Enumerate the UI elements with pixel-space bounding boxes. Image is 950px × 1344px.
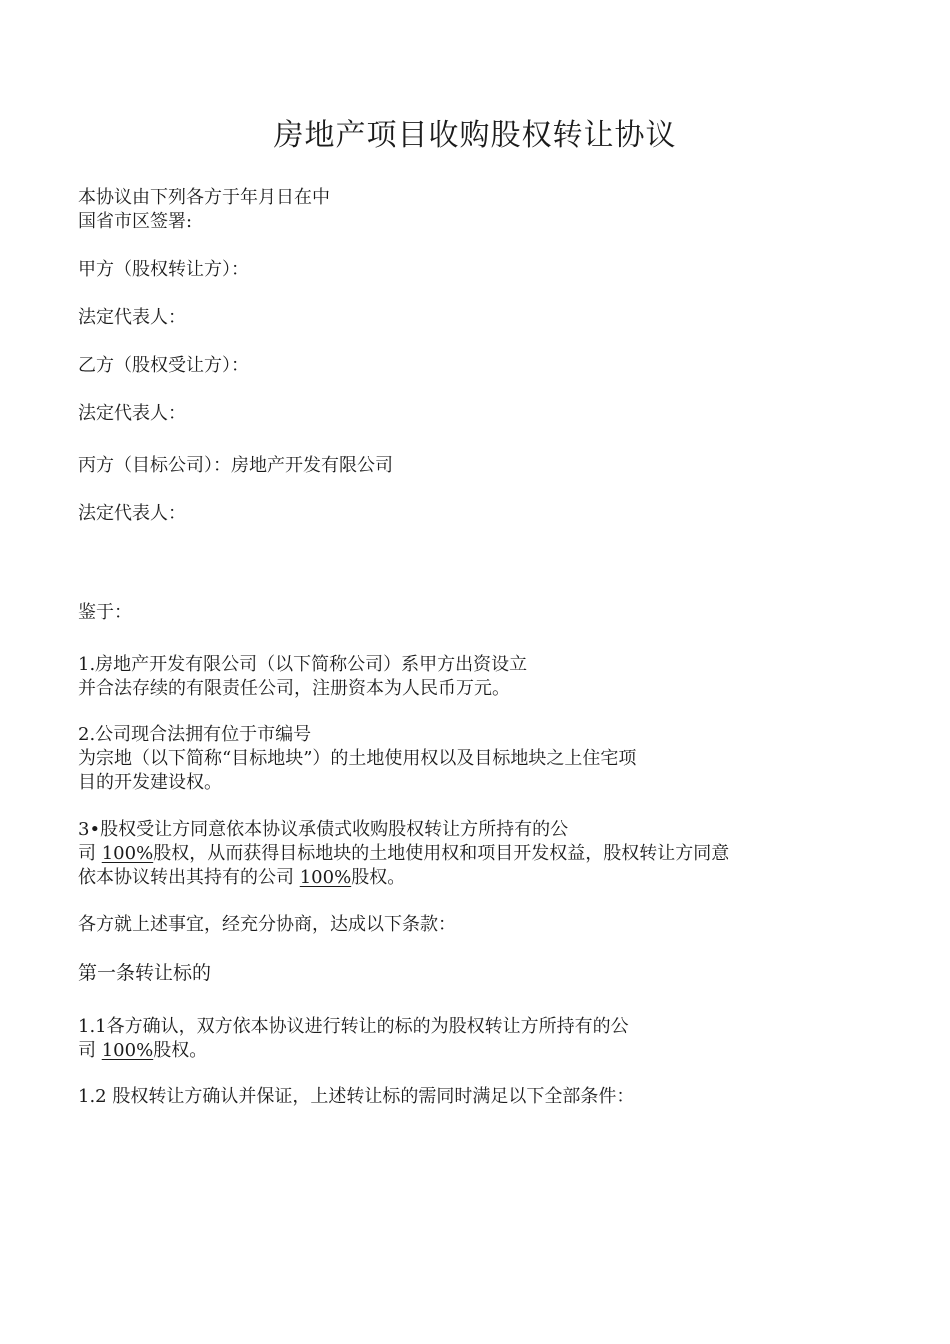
recital-1-line-2: 并合法存续的有限责任公司，注册资本为人民币万元。 — [78, 678, 510, 699]
clause-1-1-line-2 — [78, 1039, 207, 1063]
party-c: 丙方（目标公司）：房地产开发有限公司 — [78, 455, 393, 476]
recital-3-line-3 — [78, 866, 405, 890]
percent-value: 100% — [299, 867, 352, 888]
recital-3-line-3-start: 依本协议转出其持有的公司 — [78, 867, 294, 888]
recital-3-line-1: 3•股权受让方同意依本协议承债式收购股权转让方所持有的公 — [78, 819, 569, 840]
party-b: 乙方（股权受让方）： — [78, 355, 249, 376]
recital-2-line-2: 为宗地（以下简称“目标地块”）的土地使用权以及目标地块之上住宅项 — [78, 748, 637, 769]
agreement-statement: 各方就上述事宜，经充分协商，达成以下条款： — [78, 914, 456, 935]
document-title: 房地产项目收购股权转让协议 — [273, 118, 677, 153]
percent-value: 100% — [101, 1040, 154, 1061]
party-c-representative: 法定代表人： — [78, 503, 186, 524]
percent-value: 100% — [101, 843, 154, 864]
intro-line-1: 本协议由下列各方于年月日在中 — [78, 187, 330, 208]
party-b-representative: 法定代表人： — [78, 403, 186, 424]
recital-3-line-2 — [78, 842, 729, 866]
intro-line-2: 国省市区签署: — [78, 211, 193, 232]
recital-2-line-3: 目的开发建设权。 — [78, 772, 222, 793]
clause-1-1-line-1: 1.1各方确认，双方依本协议进行转让的标的为股权转让方所持有的公 — [78, 1016, 629, 1037]
clause-1-1-line-2-end: 股权。 — [153, 1040, 208, 1061]
recital-1-line-1: 1.房地产开发有限公司（以下简称公司）系甲方出资设立 — [78, 654, 528, 675]
clause-1-1-line-2-start: 司 — [78, 1040, 96, 1061]
recital-2-line-1: 2.公司现合法拥有位于市编号 — [78, 724, 312, 745]
article-1-heading: 第一条转让标的 — [78, 962, 212, 984]
clause-1-2: 1.2 股权转让方确认并保证，上述转让标的需同时满足以下全部条件： — [78, 1086, 635, 1107]
recital-3-line-2-start: 司 — [78, 843, 96, 864]
recital-3-line-2-end: 股权，从而获得目标地块的土地使用权和项目开发权益，股权转让方同意 — [153, 843, 730, 864]
party-a-representative: 法定代表人： — [78, 307, 186, 328]
whereas-heading: 鉴于： — [78, 602, 132, 623]
party-a: 甲方（股权转让方）： — [78, 259, 249, 280]
recital-3-line-3-end: 股权。 — [351, 867, 406, 888]
